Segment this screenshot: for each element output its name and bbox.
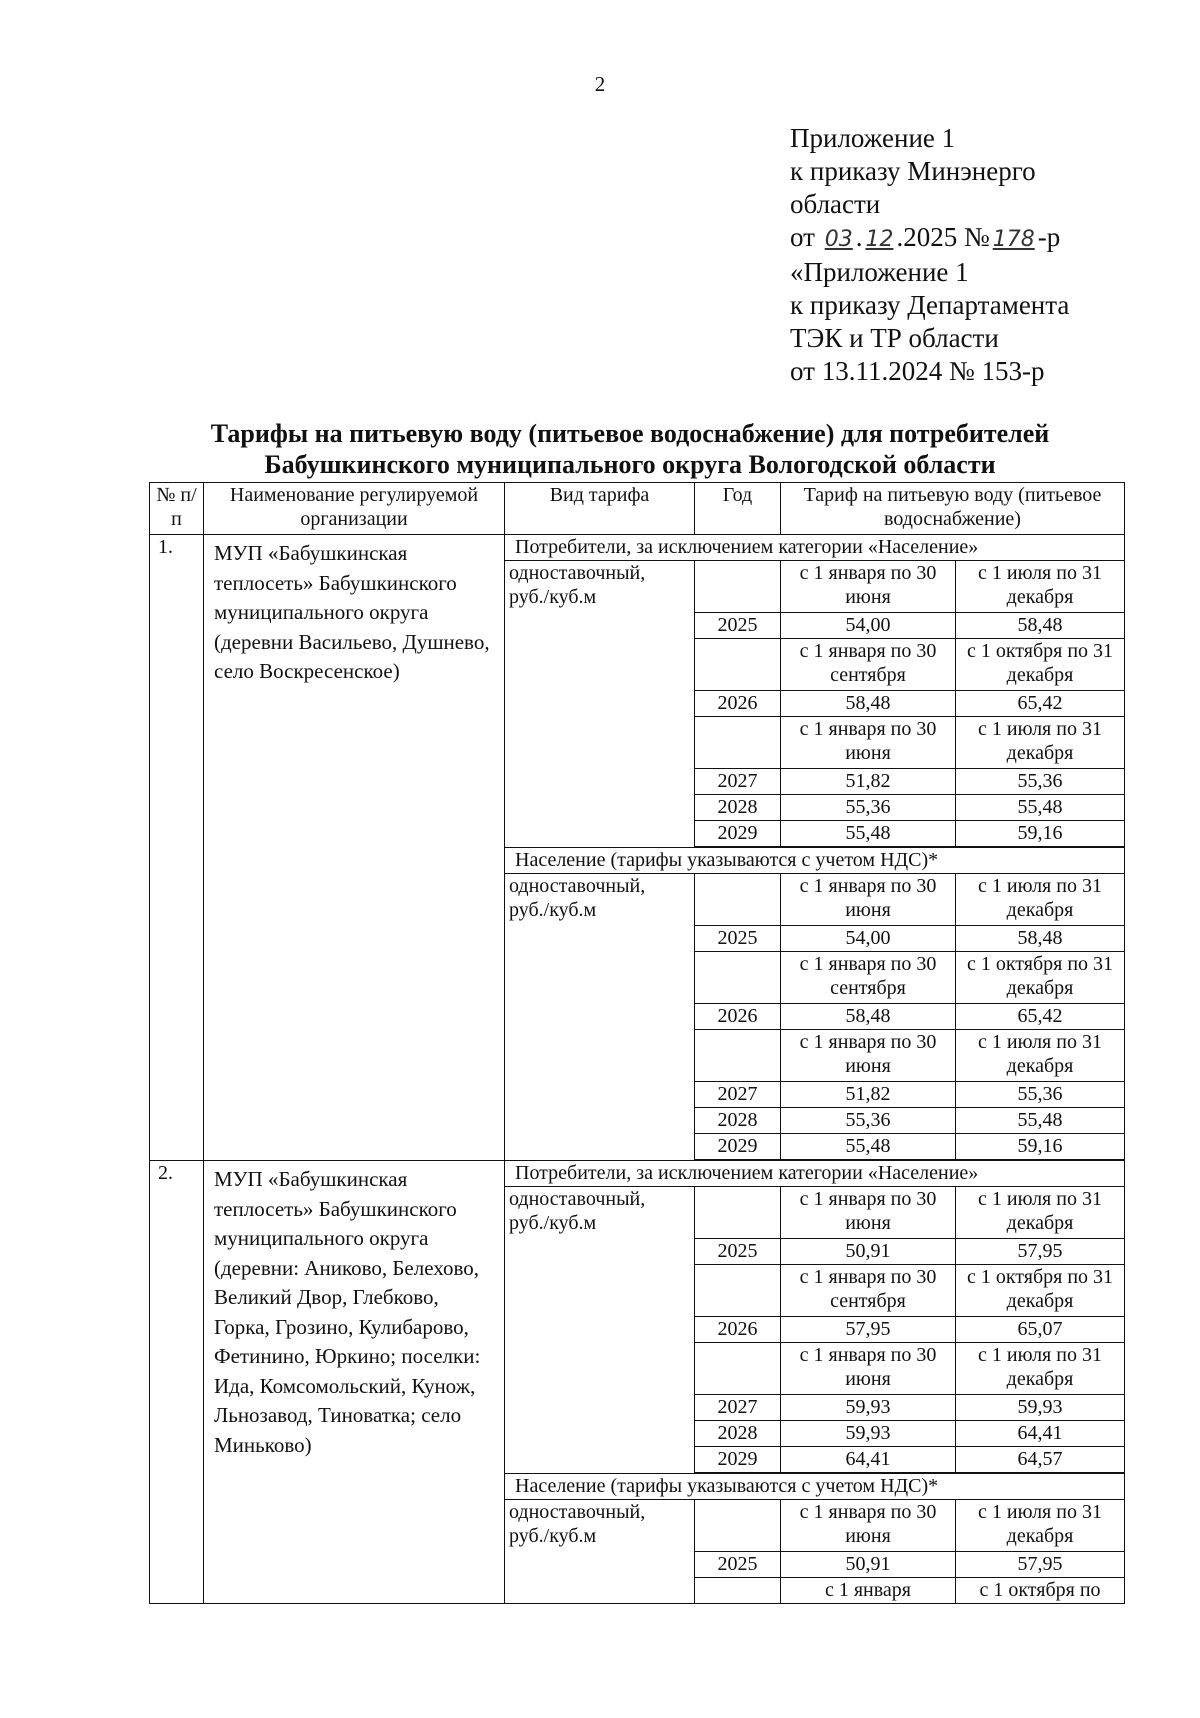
year-cell: 2027 (695, 1082, 781, 1108)
year-cell: 2029 (695, 1134, 781, 1160)
entry-number: 2. (150, 1161, 204, 1604)
order-prefix: от (790, 222, 815, 252)
category-row (150, 535, 1125, 561)
appendix-order-line (790, 221, 1069, 256)
period-cell: с 1 июля по 31 декабря (956, 561, 1125, 613)
period-cell: с 1 января по 30 сентября (781, 1265, 956, 1317)
header-kind: Вид тарифа (505, 483, 695, 535)
tariff-value: 65,42 (956, 1004, 1125, 1030)
year-cell: 2028 (695, 795, 781, 821)
consumer-category: Население (тарифы указываются с учетом НДС)* (505, 848, 1125, 874)
year-cell: 2026 (695, 1004, 781, 1030)
period-cell: с 1 октября по 31 декабря (956, 952, 1125, 1004)
appendix-line: к приказу Минэнерго (790, 156, 1036, 186)
appendix-line: ТЭК и ТР области (790, 323, 999, 353)
period-cell: с 1 января по 30 июня (781, 1187, 956, 1239)
order-suffix: -р (1037, 222, 1061, 252)
year-cell-empty (695, 874, 781, 926)
order-month-handwritten: 12 (865, 227, 894, 252)
year-cell-empty (695, 561, 781, 613)
period-cell: с 1 июля по 31 декабря (956, 1343, 1125, 1395)
year-cell: 2026 (695, 691, 781, 717)
tariff-value: 64,57 (956, 1447, 1125, 1473)
period-cell: с 1 января (781, 1578, 956, 1604)
tariff-value: 64,41 (781, 1447, 956, 1473)
tariff-kind: одноставочный, руб./куб.м (505, 1500, 695, 1604)
order-year: .2025 № (896, 222, 990, 252)
year-cell: 2025 (695, 1239, 781, 1265)
tariff-value: 54,00 (781, 926, 956, 952)
tariff-value: 51,82 (781, 1082, 956, 1108)
period-cell: с 1 января по 30 сентября (781, 639, 956, 691)
period-cell: с 1 июля по 31 декабря (956, 874, 1125, 926)
tariff-value: 64,41 (956, 1421, 1125, 1447)
period-cell: с 1 января по 30 июня (781, 1500, 956, 1552)
period-cell: с 1 июля по 31 декабря (956, 1500, 1125, 1552)
tariff-value: 55,48 (956, 1108, 1125, 1134)
organization-name: МУП «Бабушкинская теплосеть» Бабушкинского муниципального округа (деревни: Аниково, Белехово, Великий Двор, Глебково, Горка, Грозино, Кулибарово, Фетинино, Юркино; поселки: Ида, Комсомольский, Кунож, Льнозавод, Тиноватка; село Миньково) (204, 1161, 505, 1604)
year-cell-empty (695, 1030, 781, 1082)
period-cell: с 1 октября по (956, 1578, 1125, 1604)
year-cell: 2027 (695, 769, 781, 795)
period-cell: с 1 октября по 31 декабря (956, 639, 1125, 691)
appendix-line: Приложение 1 (790, 123, 956, 153)
tariff-value: 50,91 (781, 1239, 956, 1265)
year-cell-empty (695, 1187, 781, 1239)
tariff-value: 58,48 (781, 1004, 956, 1030)
period-cell: с 1 июля по 31 декабря (956, 1030, 1125, 1082)
organization-name: МУП «Бабушкинская теплосеть» Бабушкинского муниципального округа (деревни Васильево, Душнево, село Воскресенское) (204, 535, 505, 1161)
year-cell: 2026 (695, 1317, 781, 1343)
period-cell: с 1 октября по 31 декабря (956, 1265, 1125, 1317)
year-cell-empty (695, 639, 781, 691)
tariff-value: 58,48 (956, 613, 1125, 639)
appendix-line: «Приложение 1 (790, 257, 969, 287)
tariff-value: 57,95 (956, 1239, 1125, 1265)
tariff-value: 58,48 (956, 926, 1125, 952)
year-cell: 2025 (695, 926, 781, 952)
tariff-kind: одноставочный, руб./куб.м (505, 874, 695, 1161)
order-number-handwritten: 178 (992, 227, 1035, 252)
period-cell: с 1 января по 30 сентября (781, 952, 956, 1004)
tariff-value: 55,36 (781, 1108, 956, 1134)
period-cell: с 1 января по 30 июня (781, 717, 956, 769)
tariff-value: 59,16 (956, 1134, 1125, 1160)
tariff-value: 50,91 (781, 1552, 956, 1578)
header-row (150, 483, 1125, 535)
order-day-handwritten: 03 (824, 227, 853, 252)
year-cell-empty (695, 1500, 781, 1552)
appendix-line: от 13.11.2024 № 153-р (790, 356, 1045, 386)
tariff-value: 55,48 (781, 821, 956, 847)
tariff-value: 55,48 (956, 795, 1125, 821)
entry-number: 1. (150, 535, 204, 1161)
year-cell: 2025 (695, 1552, 781, 1578)
period-cell: с 1 января по 30 июня (781, 561, 956, 613)
document-title (150, 418, 1110, 480)
tariff-value: 57,95 (956, 1552, 1125, 1578)
tariff-value: 55,36 (956, 769, 1125, 795)
year-cell-empty (695, 1578, 781, 1604)
category-row (150, 1161, 1125, 1187)
tariff-value: 58,48 (781, 691, 956, 717)
header-year: Год (695, 483, 781, 535)
year-cell: 2029 (695, 1447, 781, 1473)
period-cell: с 1 января по 30 июня (781, 874, 956, 926)
tariff-value: 55,48 (781, 1134, 956, 1160)
header-num: № п/п (150, 483, 204, 535)
year-cell-empty (695, 1343, 781, 1395)
tariff-value: 55,36 (956, 1082, 1125, 1108)
header-tariff: Тариф на питьевую воду (питьевое водоснабжение) (781, 483, 1125, 535)
year-cell-empty (695, 1265, 781, 1317)
page-number: 2 (594, 72, 606, 96)
period-cell: с 1 января по 30 июня (781, 1030, 956, 1082)
year-cell: 2027 (695, 1395, 781, 1421)
period-cell: с 1 июля по 31 декабря (956, 717, 1125, 769)
tariff-kind: одноставочный, руб./куб.м (505, 1187, 695, 1474)
tariff-value: 57,95 (781, 1317, 956, 1343)
tariff-value: 54,00 (781, 613, 956, 639)
tariff-value: 65,42 (956, 691, 1125, 717)
title-line: Бабушкинского муниципального округа Вологодской области (264, 450, 996, 479)
tariff-table (149, 482, 1125, 1604)
year-cell-empty (695, 952, 781, 1004)
year-cell: 2028 (695, 1421, 781, 1447)
order-sep: . (855, 222, 863, 252)
title-line: Тарифы на питьевую воду (питьевое водоснабжение) для потребителей (210, 419, 1050, 448)
appendix-block (790, 122, 1069, 388)
period-cell: с 1 июля по 31 декабря (956, 1187, 1125, 1239)
tariff-value: 59,93 (781, 1395, 956, 1421)
tariff-value: 59,93 (956, 1395, 1125, 1421)
year-cell: 2029 (695, 821, 781, 847)
header-name: Наименование регулируемой организации (204, 483, 505, 535)
appendix-line: к приказу Департамента (790, 290, 1070, 320)
tariff-value: 59,16 (956, 821, 1125, 847)
tariff-value: 55,36 (781, 795, 956, 821)
tariff-value: 59,93 (781, 1421, 956, 1447)
period-cell: с 1 января по 30 июня (781, 1343, 956, 1395)
year-cell: 2025 (695, 613, 781, 639)
tariff-value: 51,82 (781, 769, 956, 795)
appendix-line: области (790, 189, 881, 219)
consumer-category: Потребители, за исключением категории «Население» (505, 1161, 1125, 1187)
tariff-value: 65,07 (956, 1317, 1125, 1343)
year-cell: 2028 (695, 1108, 781, 1134)
consumer-category: Потребители, за исключением категории «Население» (505, 535, 1125, 561)
tariff-kind: одноставочный, руб./куб.м (505, 561, 695, 848)
year-cell-empty (695, 717, 781, 769)
consumer-category: Население (тарифы указываются с учетом НДС)* (505, 1474, 1125, 1500)
